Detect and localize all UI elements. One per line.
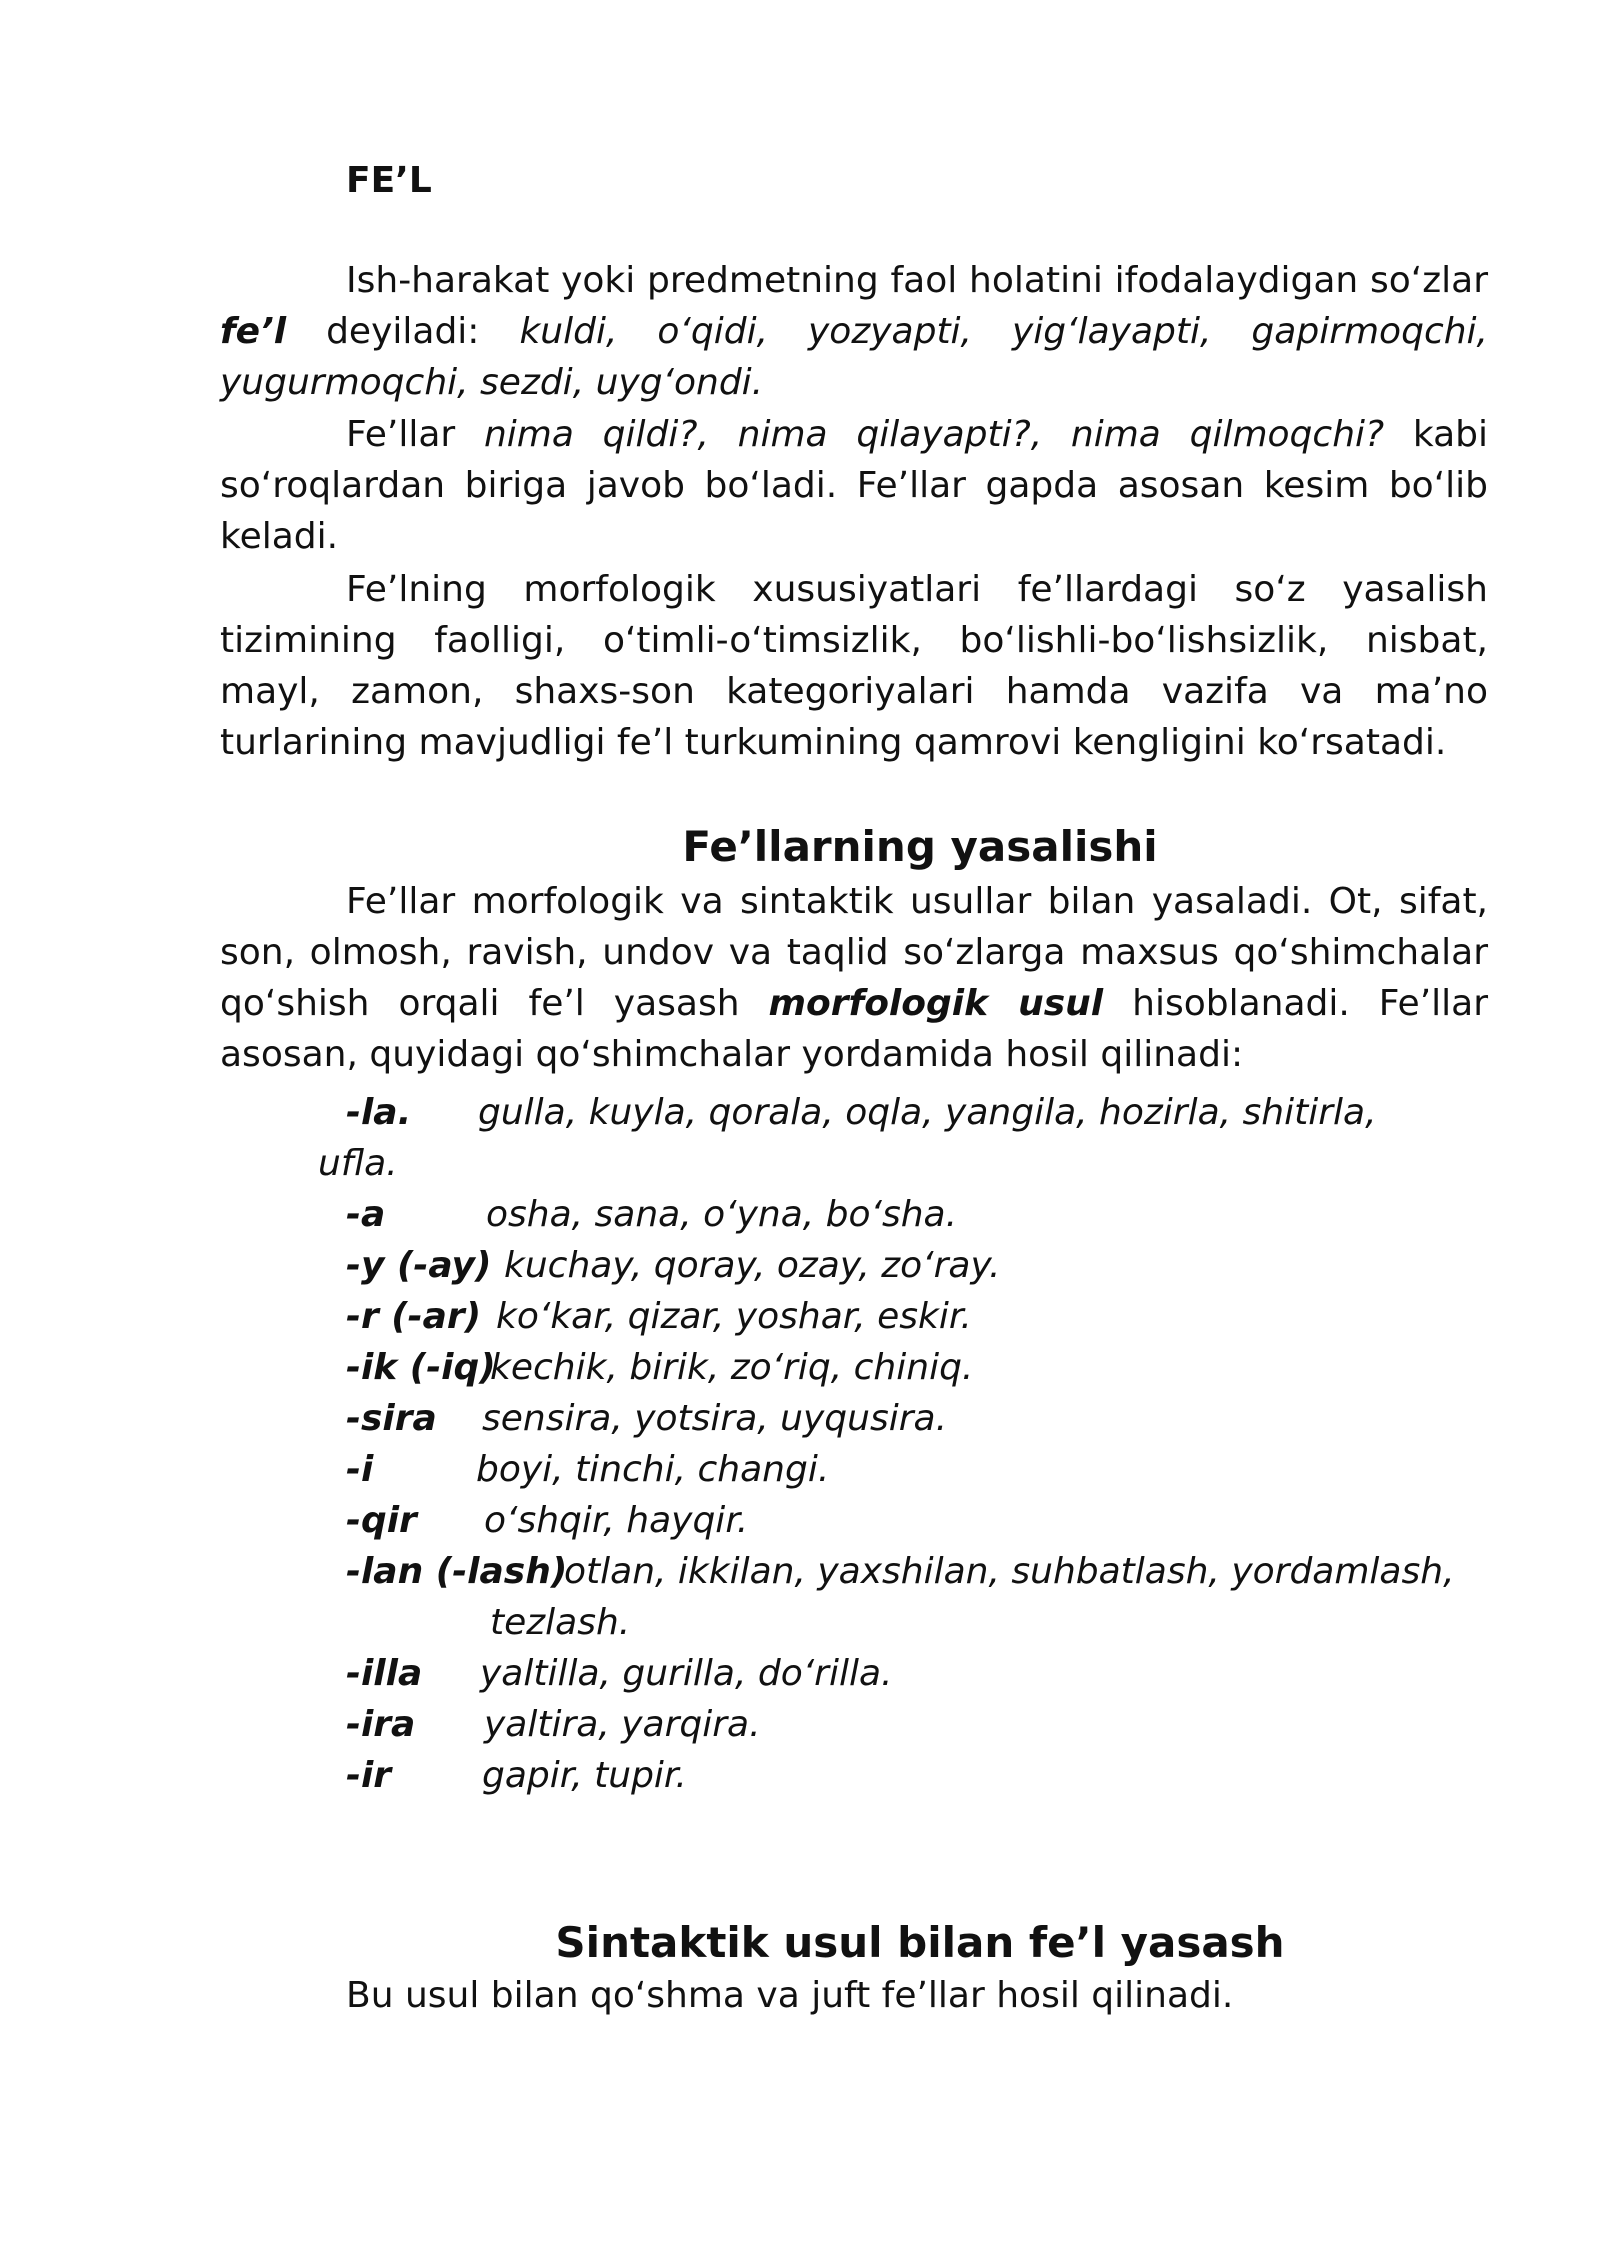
suffix-examples: o‘shqir, hayqir. <box>484 1500 749 1541</box>
list-item <box>0 1342 1600 1393</box>
formation-start: Fe’llar morfologik va sintaktik usullar bilan yasaladi. Ot, sifat, son, olmosh, ravish, undov va taqlid so‘zlarga maxsus qo‘shimchalar qo‘shish orqali fe’l yasash <box>220 881 1488 1024</box>
formation-paragraph <box>220 876 1488 1080</box>
suffix-label: -a <box>346 1194 386 1235</box>
term-fel: fe’l <box>220 311 287 352</box>
syntactic-paragraph: Bu usul bilan qo‘shma va juft fe’llar hosil qilinadi. <box>346 1975 1234 2016</box>
list-item <box>0 1648 1600 1699</box>
formation-end: hisoblanadi. Fe’llar asosan, quyidagi qo‘shimchalar yordamida hosil qilinadi: <box>220 983 1489 1075</box>
suffix-examples: otlan, ikkilan, yaxshilan, suhbatlash, yordamlash, <box>564 1551 1455 1592</box>
list-item <box>0 1546 1600 1648</box>
list-item <box>0 1240 1600 1291</box>
morphology-paragraph: Fe’lning morfologik xususiyatlari fe’llardagi so‘z yasalish tizimining faolligi, o‘timli-o‘timsizlik, bo‘lishli-bo‘lishsizlik, nisbat, mayl, zamon, shaxs-son kategoriyalari hamda vazifa va ma’no turlarining mavjudligi fe’l turkumining qamrovi kengligini ko‘rsatadi. <box>220 569 1488 763</box>
suffix-examples: kuchay, qoray, ozay, zo‘ray. <box>504 1245 1001 1286</box>
suffix-label: -i <box>346 1449 374 1490</box>
suffix-examples: boyi, tinchi, changi. <box>476 1449 830 1490</box>
definition-intro: Ish-harakat yoki predmetning faol holatini ifodalaydigan so‘zlar <box>346 260 1488 301</box>
suffix-label: -sira <box>346 1398 437 1439</box>
list-item <box>0 1495 1600 1546</box>
term-morphological: morfologik usul <box>768 983 1104 1024</box>
suffix-label: -ira <box>346 1704 416 1745</box>
suffix-examples-cont: ufla. <box>318 1143 398 1184</box>
questions-start: Fe’llar <box>346 414 484 455</box>
suffix-label: -qir <box>346 1500 417 1541</box>
suffix-examples: osha, sana, o‘yna, bo‘sha. <box>486 1194 958 1235</box>
suffix-label: -ir <box>346 1755 392 1796</box>
list-item <box>0 1699 1600 1750</box>
list-item <box>0 1189 1600 1240</box>
section-title-formation: Fe’llarning yasalishi <box>682 822 1158 871</box>
definition-examples: kuldi, o‘qidi, yozyapti, yig‘layapti, gapirmoqchi, yugurmoqchi, sezdi, uyg‘ondi. <box>220 311 1488 403</box>
suffix-examples: gulla, kuyla, qorala, oqla, yangila, hozirla, shitirla, <box>478 1092 1377 1133</box>
suffix-label: -la. <box>346 1092 412 1133</box>
suffix-label: -r (-ar) <box>346 1296 482 1337</box>
suffix-examples: yaltilla, gurilla, do‘rilla. <box>480 1653 893 1694</box>
suffix-examples: yaltira, yarqira. <box>484 1704 761 1745</box>
questions-paragraph <box>220 409 1488 562</box>
suffix-examples: gapir, tupir. <box>482 1755 687 1796</box>
suffix-examples: ko‘kar, qizar, yoshar, eskir. <box>496 1296 972 1337</box>
suffix-label: -ik (-iq) <box>346 1347 496 1388</box>
list-item <box>0 1393 1600 1444</box>
suffix-label: -lan (-lash) <box>346 1551 568 1592</box>
list-item <box>0 1087 1600 1189</box>
suffix-label: -illa <box>346 1653 423 1694</box>
suffix-examples-cont: tezlash. <box>490 1602 631 1643</box>
suffix-examples: kechik, birik, zo‘riq, chiniq. <box>490 1347 974 1388</box>
suffix-list <box>0 1087 1600 1801</box>
suffix-label: -y (-ay) <box>346 1245 492 1286</box>
definition-paragraph <box>220 255 1488 408</box>
section-title-syntactic: Sintaktik usul bilan fe’l yasash <box>555 1918 1285 1967</box>
questions-list: nima qildi?, nima qilayapti?, nima qilmoqchi? <box>483 414 1385 455</box>
page-heading: FE’L <box>346 160 432 201</box>
list-item <box>0 1444 1600 1495</box>
suffix-examples: sensira, yotsira, uyqusira. <box>482 1398 948 1439</box>
list-item <box>0 1291 1600 1342</box>
definition-mid: deyiladi: <box>286 311 520 352</box>
questions-end: kabi so‘roqlardan biriga javob bo‘ladi. Fe’llar gapda asosan kesim bo‘lib keladi. <box>220 414 1489 557</box>
list-item <box>0 1750 1600 1801</box>
